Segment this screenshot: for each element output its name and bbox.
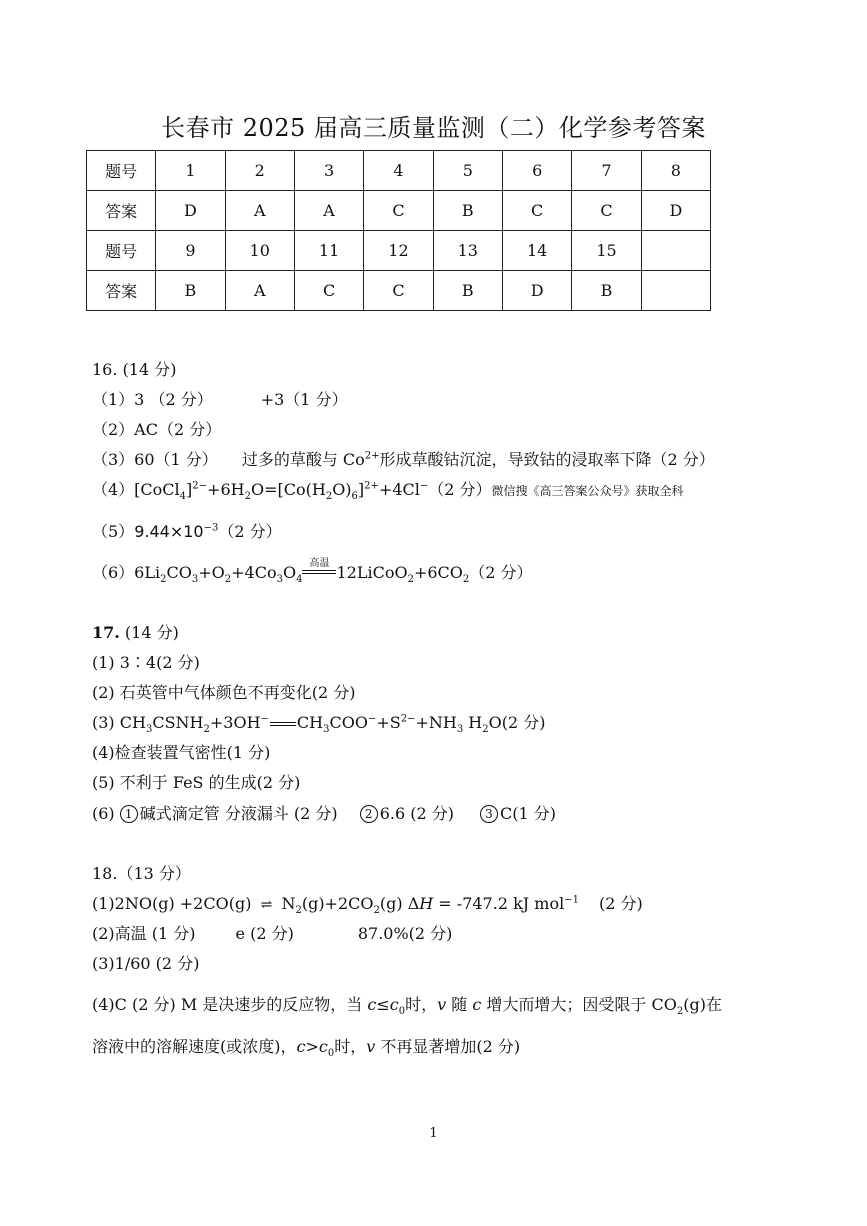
table-row — [87, 271, 711, 311]
table-cell: A — [294, 191, 363, 231]
table-row-label: 题号 — [87, 151, 156, 191]
table-cell: C — [572, 191, 641, 231]
q16-part1-answer: （1）3 （2 分） — [92, 390, 213, 409]
table-cell: C — [294, 271, 363, 311]
q16-part4: $(4)[CoCl_4]^{2-}+6H_2O=[Co(H_2O)_6]^{2+}+4Cl^-(2$ 分）微信搜《高三答案公众号》获取全科 — [92, 480, 684, 503]
table-cell: 14 — [502, 231, 571, 271]
q18-part2: (2)高温 (1 分) e (2 分) 87.0%(2 分) — [92, 924, 453, 943]
q18-header: 18.（13 分） — [92, 864, 191, 883]
table-cell: 7 — [572, 151, 641, 191]
table-row-label: 答案 — [87, 191, 156, 231]
q17-header: 17. (14 分) — [92, 623, 179, 642]
table-cell: 15 — [572, 231, 641, 271]
q18-part1: (1)2NO(g) +2CO(g) ⇌ $N_2(g)+2CO_2(g) \Delta H = -747.2$ kJ mol$^{-1}$ (2 分) — [92, 894, 643, 917]
table-cell: B — [433, 191, 502, 231]
table-cell: 3 — [294, 151, 363, 191]
condition-label: 高温 — [309, 558, 330, 569]
table-cell: 11 — [294, 231, 363, 271]
table-row — [87, 231, 711, 271]
q18-part5: 溶液中的溶解速度(或浓度)，$c>c_0$时，v 不再显著增加(2 分) — [92, 1037, 521, 1060]
equilibrium-arrow-icon: ⇌ — [260, 896, 273, 913]
table-cell: 13 — [433, 231, 502, 271]
q16-part1-answer-b: +3（1 分） — [260, 390, 348, 409]
q18-part4: (4)C (2 分) M 是决速步的反应物，当 $c\le c_0$时，v 随 c 增大而增大；因受限于 $CO_2(g)$在 — [92, 995, 722, 1018]
table-cell: 1 — [156, 151, 225, 191]
circled-number-1: 1 — [120, 805, 138, 823]
watermark-text: 微信搜《高三答案公众号》获取全科 — [491, 484, 684, 498]
table-cell: C — [502, 191, 571, 231]
circled-number-2: 2 — [360, 805, 378, 823]
page-title: 长春市 2025 届高三质量监测（二）化学参考答案 — [161, 114, 706, 142]
q17-part1: (1) 3∶4(2 分) — [92, 653, 200, 672]
table-cell: A — [225, 271, 294, 311]
q16-part3-b: 过多的草酸与 Co — [241, 450, 365, 469]
table-cell: C — [364, 191, 433, 231]
q16-part6: $(6)6Li_2CO_3+O_2+4Co_3O_4$ 高温 $12LiCoO_2+6CO_2(2$ 分） — [92, 560, 533, 583]
table-cell: B — [433, 271, 502, 311]
table-cell: 5 — [433, 151, 502, 191]
q16-header: 16. (14 分) — [92, 360, 177, 379]
page-number: 1 — [429, 1126, 438, 1141]
circled-number-3: 3 — [480, 805, 498, 823]
table-cell — [641, 271, 710, 311]
table-cell: D — [641, 191, 710, 231]
table-cell: D — [502, 271, 571, 311]
q18-part3: (3)1/60 (2 分) — [92, 954, 200, 973]
table-cell: 12 — [364, 231, 433, 271]
q16-part5: $(5)9.44\times 10^{-3}(2$ 分） — [92, 522, 282, 541]
table-cell: A — [225, 191, 294, 231]
answer-table — [86, 150, 711, 311]
q17-part6: (6) 1 碱式滴定管 分液漏斗 (2 分) 2 6.6 (2 分) 3 C(1 分) — [92, 804, 556, 823]
table-cell: B — [156, 271, 225, 311]
q16-part3-c: 形成草酸钴沉淀，导致钴的浸取率下降（2 分） — [379, 450, 715, 469]
reaction-condition-arrow — [302, 558, 336, 578]
q16-part1 — [92, 387, 348, 410]
table-row — [87, 151, 711, 191]
table-cell: 8 — [641, 151, 710, 191]
table-cell: C — [364, 271, 433, 311]
q16-part3-a: （3）60（1 分） — [92, 450, 218, 469]
table-row-label: 答案 — [87, 271, 156, 311]
q17-part5: (5) 不利于 FeS 的生成(2 分) — [92, 773, 301, 792]
q16-part3-sup: 2+ — [364, 450, 380, 462]
table-row-label: 题号 — [87, 231, 156, 271]
table-row — [87, 191, 711, 231]
table-cell: 9 — [156, 231, 225, 271]
table-cell: D — [156, 191, 225, 231]
q16-part2: （2）AC（2 分） — [92, 420, 222, 439]
table-cell: 2 — [225, 151, 294, 191]
q16-part3 — [92, 447, 715, 470]
table-cell: 10 — [225, 231, 294, 271]
q17-part4: (4)检查装置气密性(1 分) — [92, 743, 271, 762]
q17-part2: (2) 石英管中气体颜色不再变化(2 分) — [92, 683, 356, 702]
table-cell: 6 — [502, 151, 571, 191]
table-cell: 4 — [364, 151, 433, 191]
q17-part3: (3) $CH_3CSNH_2+3OH^-$ $CH_3COO^-+S^{2-}+NH_3$ $H_2O(2$ 分) — [92, 713, 546, 736]
equals-sign — [270, 722, 296, 726]
table-cell — [641, 231, 710, 271]
table-cell: B — [572, 271, 641, 311]
